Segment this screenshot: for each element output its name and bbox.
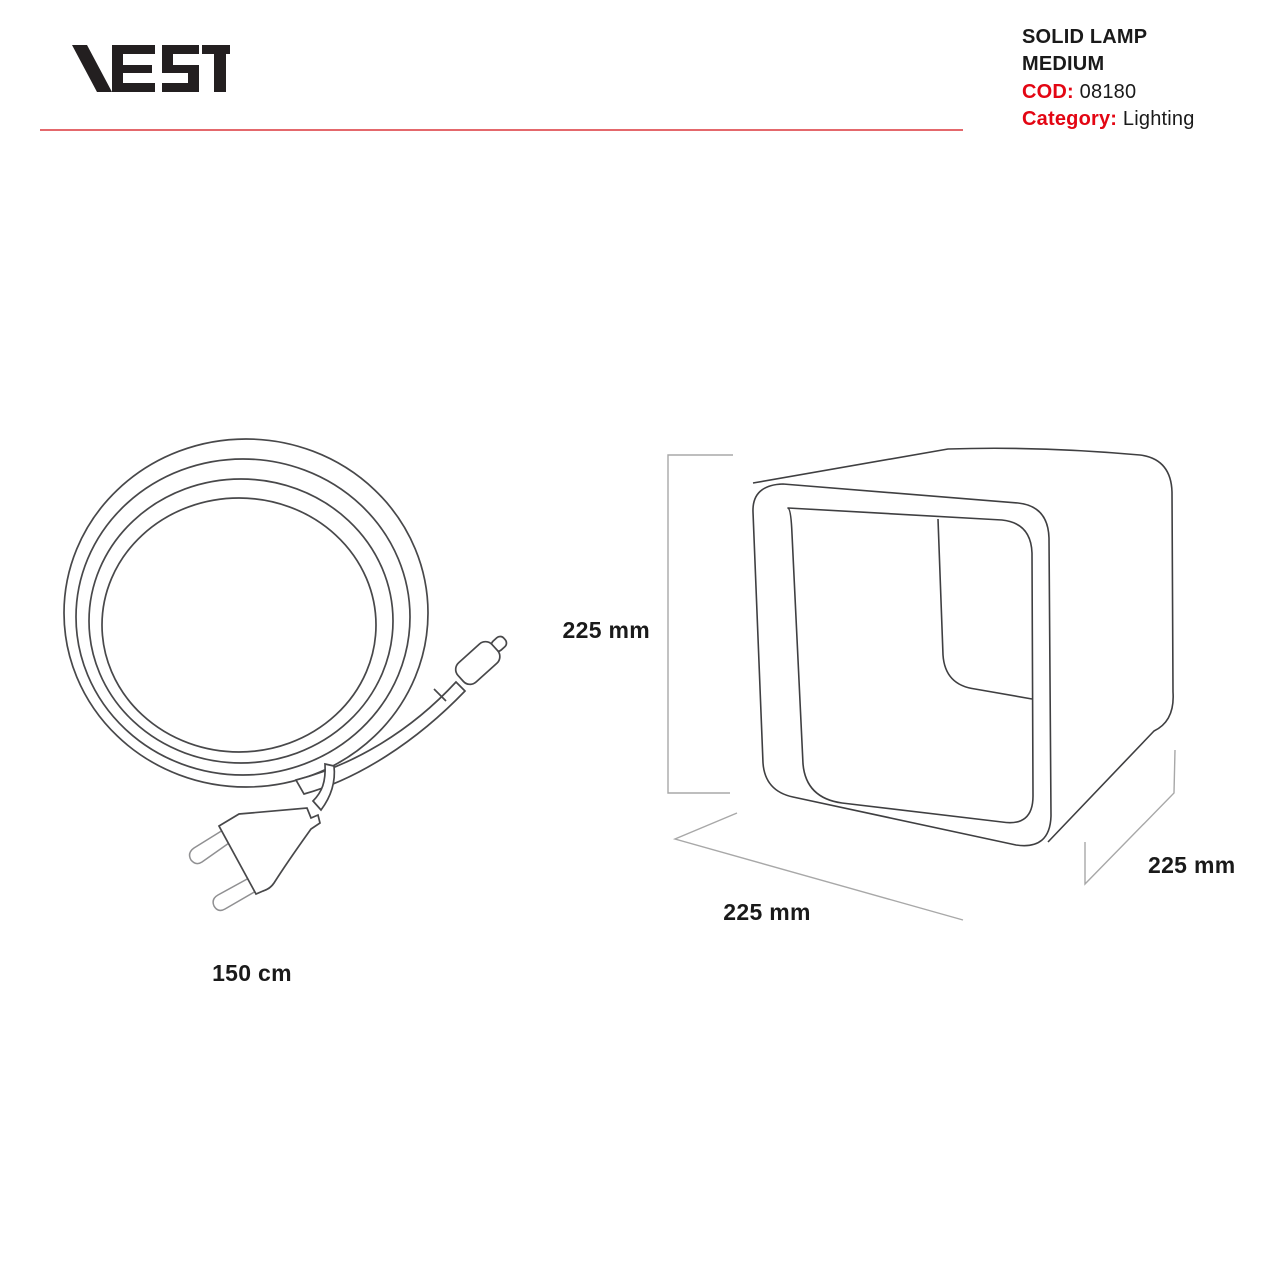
lamp-front-opening — [788, 508, 1033, 823]
cod-value: 08180 — [1079, 80, 1137, 103]
cable-drawing — [64, 439, 513, 910]
cod-label: COD: — [1022, 80, 1074, 103]
width-dimension-label: 225 mm — [723, 899, 811, 925]
lamp-silhouette — [753, 448, 1173, 842]
lamp-inner-panel — [938, 519, 1032, 699]
height-dimension-label: 225 mm — [562, 617, 650, 643]
product-name-line1: SOLID LAMP — [1022, 26, 1148, 48]
product-name-line2: MEDIUM — [1022, 53, 1105, 76]
lamp-drawing — [753, 448, 1173, 845]
dimension-lines — [668, 455, 1175, 920]
cable-length-label: 150 cm — [212, 960, 292, 986]
category-label: Category: — [1022, 108, 1118, 131]
category-value: Lighting — [1122, 108, 1195, 131]
height-dimension-line — [668, 455, 733, 793]
cable-coil — [64, 439, 428, 787]
depth-dimension-label: 225 mm — [1148, 852, 1236, 878]
plug-body — [219, 808, 320, 894]
cable-tail-to-connector — [296, 682, 465, 794]
